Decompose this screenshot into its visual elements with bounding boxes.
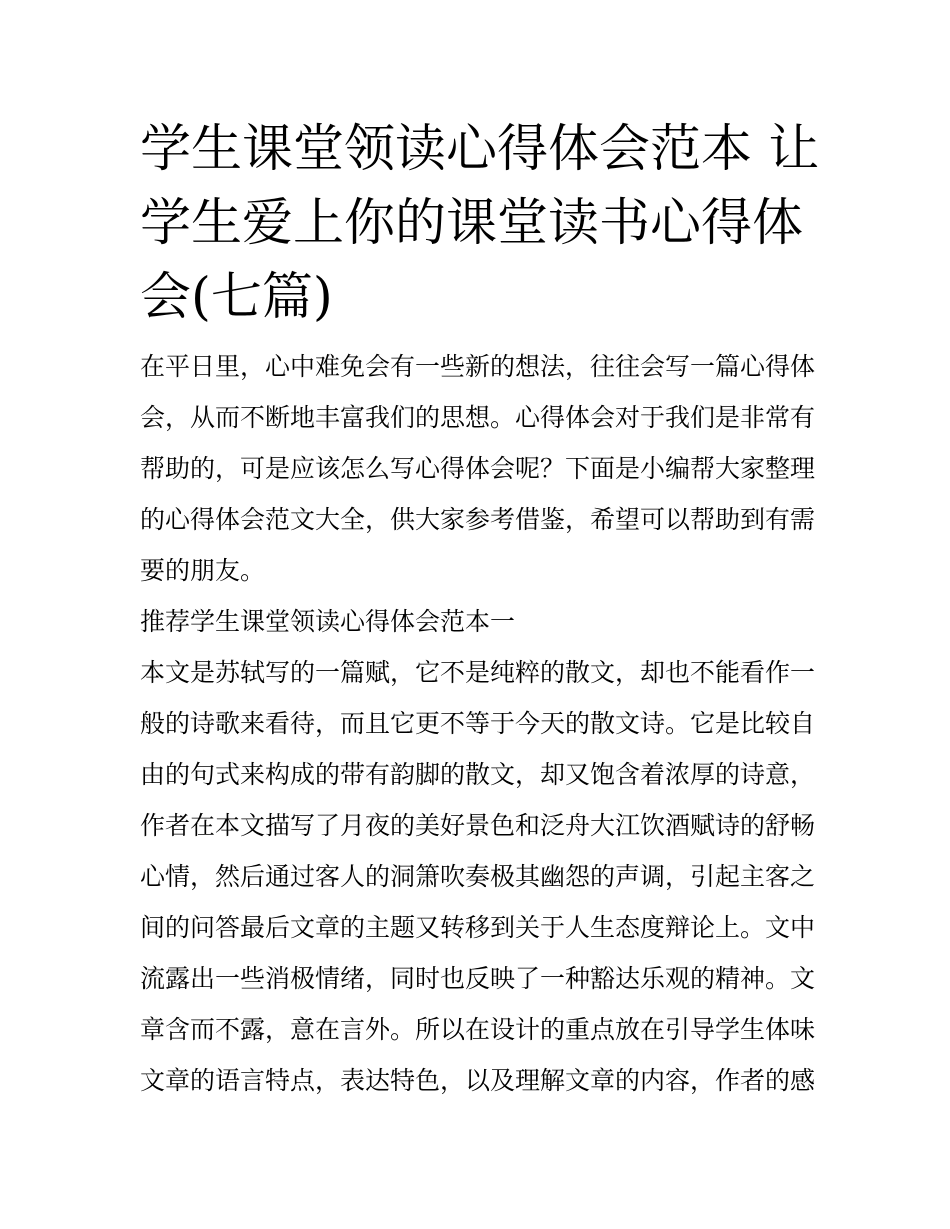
paragraph-line: 般的诗歌来看待，而且它更不等于今天的散文诗。它是比较自 <box>140 709 816 738</box>
paragraph-line: 在平日里，心中难免会有一些新的想法，往往会写一篇心得体 <box>140 352 816 381</box>
paragraph-line: 的心得体会范文大全，供大家参考借鉴，希望可以帮助到有需 <box>140 505 816 534</box>
title-line: 学生课堂领读心得体会范本 让 <box>140 120 820 179</box>
paragraph-line: 作者在本文描写了月夜的美好景色和泛舟大江饮酒赋诗的舒畅 <box>140 811 816 840</box>
paragraph-line: 会，从而不断地丰富我们的思想。心得体会对于我们是非常有 <box>140 403 816 432</box>
document-title <box>140 113 820 335</box>
paragraph-line: 由的句式来构成的带有韵脚的散文，却又饱含着浓厚的诗意， <box>140 760 816 789</box>
paragraph-line: 帮助的，可是应该怎么写心得体会呢？下面是小编帮大家整理 <box>140 454 816 483</box>
paragraph-line: 本文是苏轼写的一篇赋，它不是纯粹的散文，却也不能看作一 <box>140 658 816 687</box>
paragraph-line: 间的问答最后文章的主题又转移到关于人生态度辩论上。文中 <box>140 913 816 942</box>
paragraph-line: 流露出一些消极情绪，同时也反映了一种豁达乐观的精神。文 <box>140 964 816 993</box>
paragraph-line: 要的朋友。 <box>140 556 266 585</box>
paragraph-line: 文章的语言特点，表达特色，以及理解文章的内容，作者的感 <box>140 1066 816 1095</box>
section-heading: 推荐学生课堂领读心得体会范本一 <box>140 607 516 636</box>
section-paragraph <box>140 647 816 1106</box>
title-line: 会(七篇) <box>140 268 333 327</box>
paragraph-line: 章含而不露，意在言外。所以在设计的重点放在引导学生体味 <box>140 1015 816 1044</box>
paragraph-line: 心情，然后通过客人的洞箫吹奏极其幽怨的声调，引起主客之 <box>140 862 816 891</box>
title-line: 学生爱上你的课堂读书心得体 <box>140 194 804 253</box>
document-content <box>140 113 820 1106</box>
intro-paragraph <box>140 341 816 596</box>
